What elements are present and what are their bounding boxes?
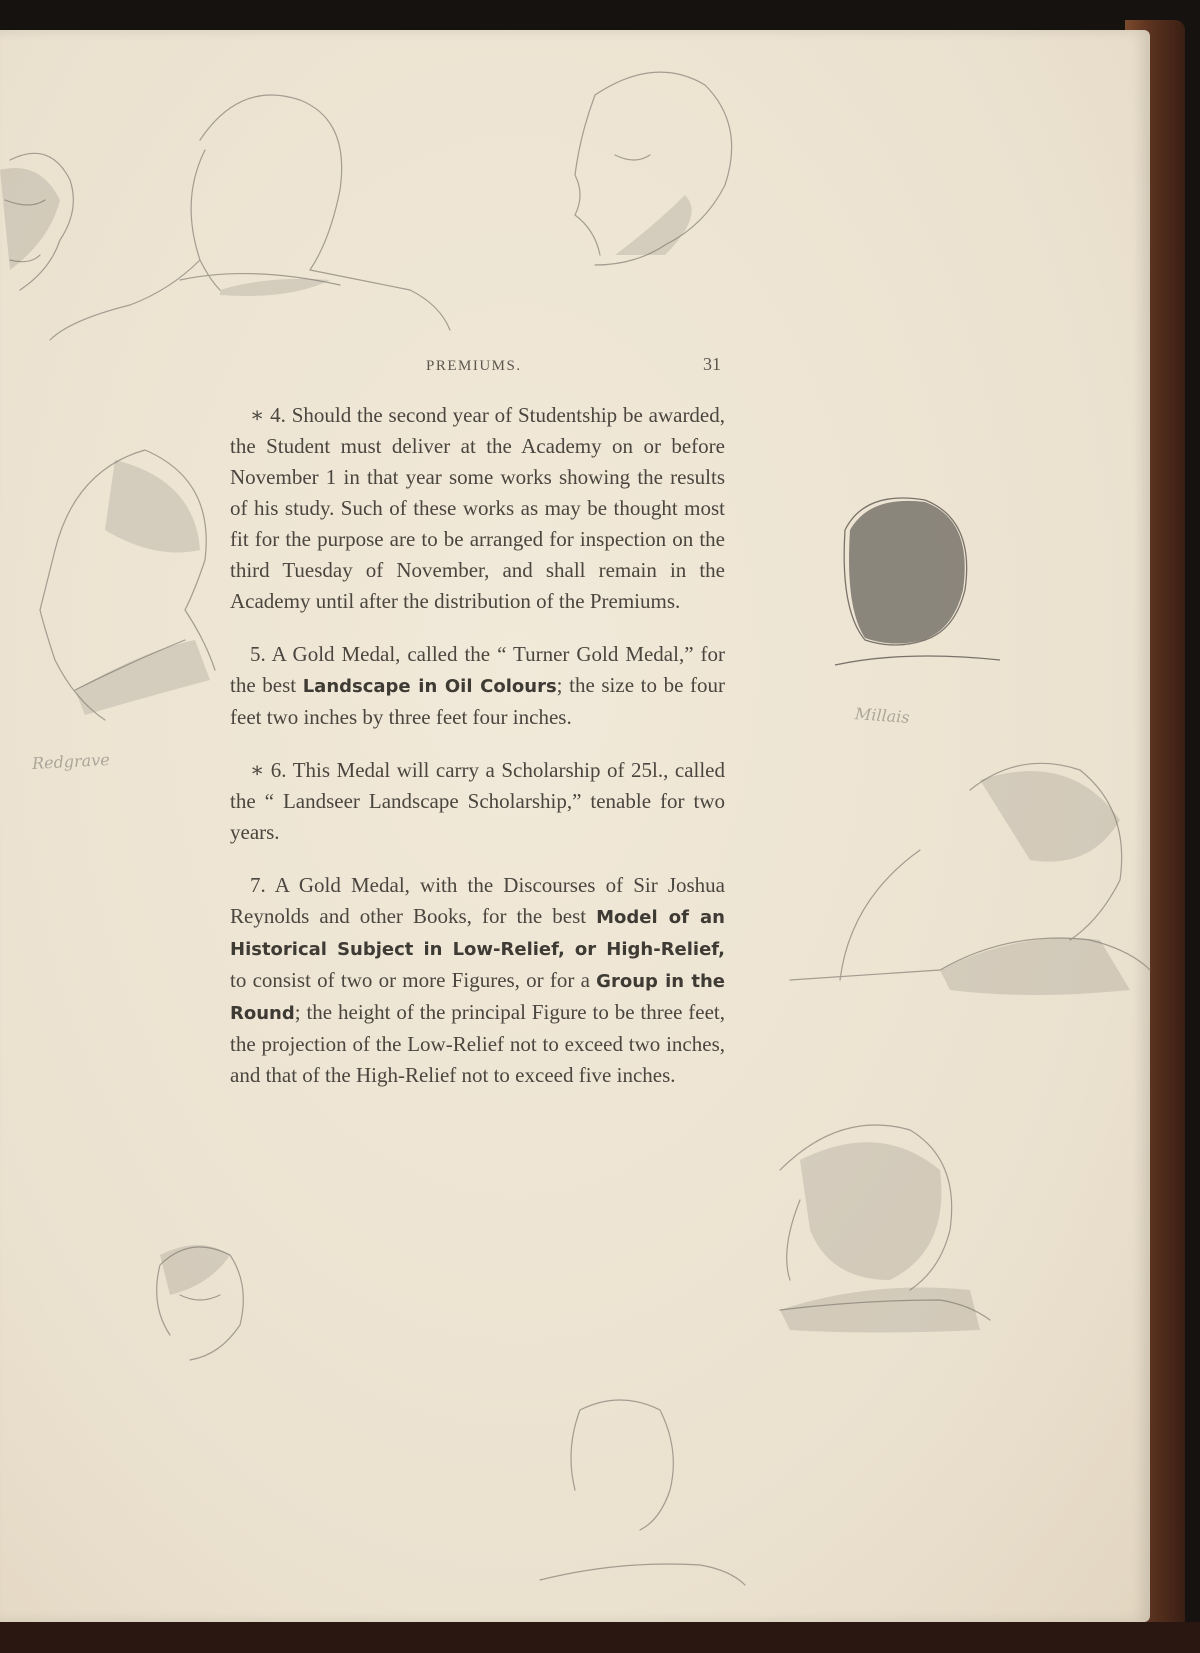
paragraph-7 bbox=[230, 870, 725, 1091]
running-head: PREMIUMS. bbox=[426, 358, 522, 374]
sketch-signature-right: Millais bbox=[854, 704, 911, 727]
sketch-signature-left: Redgrave bbox=[31, 749, 111, 774]
paragraph-number: 7. bbox=[250, 873, 266, 897]
bold-phrase: Landscape in Oil Colours bbox=[302, 676, 557, 697]
paragraph-text: This Medal will carry a Scholarship of 25l., called the “ Landseer Landscape Scholarship,” tenable for two years. bbox=[230, 758, 726, 844]
paragraph-text: A Gold Medal, with the Discourses of Sir Joshua Reynolds and other Books, for the best bbox=[230, 873, 726, 928]
paragraph-5 bbox=[230, 639, 725, 733]
paragraph-4 bbox=[230, 400, 725, 617]
bold-phrase: Group in the Round bbox=[230, 971, 725, 1024]
book-bottom-edge bbox=[0, 1622, 1200, 1653]
bold-phrase: Model of an Historical Subject in Low-Relief, or High-Relief, bbox=[230, 907, 725, 960]
paragraph-6 bbox=[230, 755, 725, 848]
paragraph-text: A Gold Medal, called the “ Turner Gold Medal,” for the best bbox=[230, 642, 725, 697]
paragraph-text: to consist of two or more Figures, or for a bbox=[230, 968, 590, 992]
paragraph-number: 5. bbox=[250, 642, 266, 666]
paragraph-text: ; the size to be four feet two inches by three feet four inches. bbox=[230, 673, 725, 729]
paragraph-text: ; the height of the principal Figure to be three feet, the projection of the Low-Relief not to exceed two inches, and that of the High-Relief not to exceed five inches. bbox=[230, 1000, 725, 1087]
paragraph-number: ∗ 6. bbox=[250, 758, 287, 782]
page-number: 31 bbox=[703, 354, 721, 374]
paragraph-text: Should the second year of Studentship be awarded, the Student must deliver at the Academy on or before November 1 in that year some works showing the results of his study. Such of these works as may be thought most fit for the purpose are to be arranged for inspection on the third Tuesday of November, and shall remain in the Academy until after the distribution of the Premiums. bbox=[230, 403, 726, 613]
paragraph-number: ∗ 4. bbox=[250, 403, 286, 427]
body-text bbox=[230, 400, 725, 1113]
